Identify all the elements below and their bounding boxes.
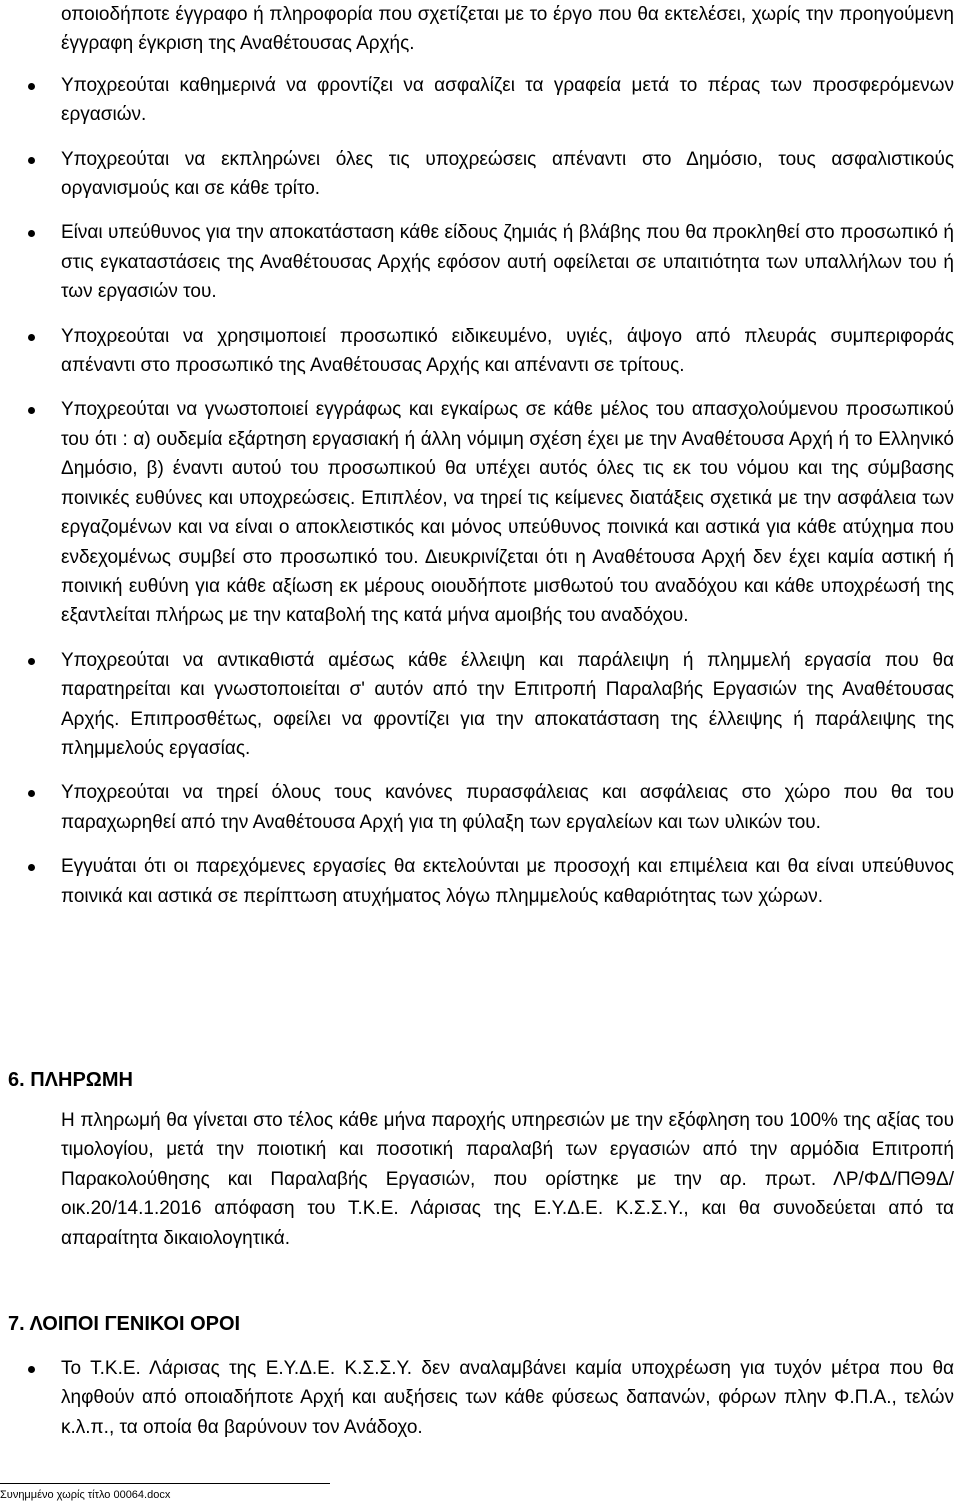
list-item-text: Υποχρεούται να εκπληρώνει όλες τις υποχρεώσεις απέναντι στο Δημόσιο, τους ασφαλιστικούς οργανισμούς και σε κάθε τρίτο.: [61, 148, 954, 200]
list-item-text: Υποχρεούται να αντικαθιστά αμέσως κάθε έλλειψη και παράλειψη ή πλημμελή εργασία που θα παρατηρείται και γνωστοποιείται σ' αυτόν από την Επιτροπή Παραλαβής Εργασιών της Αναθέτουσας Αρχής. Επιπροσθέτως, οφείλει να φροντίζει για την αποκατάσταση της έλλειψης ή παράλειψης της πλημμελούς εργασίας.: [61, 649, 954, 759]
list-item: [61, 145, 954, 204]
general-terms-list: [61, 1354, 954, 1457]
list-item: [61, 646, 954, 764]
list-item: [61, 1354, 954, 1442]
list-item-text: Το Τ.Κ.Ε. Λάρισας της Ε.Υ.Δ.Ε. Κ.Σ.Σ.Υ. δεν αναλαμβάνει καμία υποχρέωση για τυχόν μέτρα που θα ληφθούν από οποιαδήποτε Αρχή και αυξήσεις των κάθε φύσεως δαπανών, φόρων πλην Φ.Π.Α., τελών κ.λ.π., τα οποία θα βαρύνουν τον Ανάδοχο.: [61, 1358, 954, 1438]
bullet-icon: [28, 157, 35, 164]
list-item-text: Υποχρεούται να γνωστοποιεί εγγράφως και εγκαίρως σε κάθε μέλος του απασχολούμενου προσωπικού του ότι : α) ουδεμία εξάρτηση εργασιακή ή άλλη νόμιμη σχέση έχει με την Αναθέτουσα Αρχή ή το Ελληνικό Δημόσιο, β) έναντι αυτού του προσωπικού θα υπέχει αυτός όλες τις εκ του νόμου και της σύμβασης ποινικές ευθύνες και υποχρεώσεις. Επιπλέον, να τηρεί τις κείμενες διατάξεις σχετικά με την ασφάλεια των εργαζομένων και να είναι ο αποκλειστικός και μόνος υπεύθυνος ποινικά και αστικά για κάθε ατύχημα που ενδεχομένως συμβεί στο προσωπικό του. Διευκρινίζεται ότι η Αναθέτουσα Αρχή δεν έχει καμία αστική ή ποινική ευθύνη για κάθε αξίωση εκ μέρους οιουδήποτε μισθωτού του αναδόχου και κάθε υποχρέωσή της εξαντλείται πλήρως με την καταβολή της κατά μήνα αμοιβής του αναδόχου.: [61, 399, 954, 627]
bullet-icon: [28, 864, 35, 871]
list-item: [61, 778, 954, 837]
list-item-text: Υποχρεούται να τηρεί όλους τους κανόνες πυρασφάλειας και ασφάλειας στο χώρο που θα του παραχωρηθεί από την Αναθέτουσα Αρχή για τη φύλαξη των εργαλείων και των υλικών του.: [61, 782, 954, 833]
page-content: [61, 0, 954, 926]
continuation-paragraph: οποιοδήποτε έγγραφο ή πληροφορία που σχετίζεται με το έργο που θα εκτελέσει, χωρίς την προηγούμενη έγγραφη έγκριση της Αναθέτουσας Αρχής.: [61, 4, 954, 55]
obligations-list: [61, 71, 954, 911]
bullet-icon: [28, 230, 35, 237]
bullet-icon: [28, 83, 35, 90]
bullet-icon: [28, 790, 35, 797]
list-item-text: Εγγυάται ότι οι παρεχόμενες εργασίες θα εκτελούνται με προσοχή και επιμέλεια και θα είναι υπεύθυνος ποινικά και αστικά σε περίπτωση ατυχήματος λόγω πλημμελούς καθαριότητας των χώρων.: [61, 856, 954, 907]
footer-divider: [0, 1483, 330, 1484]
list-item-text: Υποχρεούται να χρησιμοποιεί προσωπικό ειδικευμένο, υγιές, άψογο από πλευράς συμπεριφοράς απέναντι στο προσωπικό της Αναθέτουσας Αρχής και απέναντι σε τρίτους.: [61, 325, 954, 377]
list-item: [61, 71, 954, 130]
list-item-text: Υποχρεούται καθημερινά να φροντίζει να ασφαλίζει τα γραφεία μετά το πέρας των προσφερόμενων εργασιών.: [61, 74, 954, 126]
list-item: [61, 322, 954, 381]
bullet-icon: [28, 1366, 35, 1373]
bullet-icon: [28, 334, 35, 341]
list-item: [61, 852, 954, 911]
bullet-icon: [28, 658, 35, 665]
section-heading-general-terms: 7. ΛΟΙΠΟΙ ΓΕΝΙΚΟΙ ΟΡΟΙ: [8, 1313, 241, 1335]
list-item-text: Είναι υπεύθυνος για την αποκατάσταση κάθε είδους ζημιάς ή βλάβης που θα προκληθεί στο προσωπικό ή στις εγκαταστάσεις της Αναθέτουσας Αρχής εφόσον αυτή οφείλεται σε υπαιτιότητα των υπαλλήλων του ή των εργασιών του.: [61, 222, 954, 303]
list-item: [61, 395, 954, 630]
bullet-icon: [28, 407, 35, 414]
payment-paragraph: Η πληρωμή θα γίνεται στο τέλος κάθε μήνα παροχής υπηρεσιών με την εξόφληση του 100% της αξίας του τιμολογίου, μετά την ποιοτική και ποσοτική παραλαβή των εργασιών από την αρμόδια Επιτροπή Παρακολούθησης και Παραλαβής Εργασιών, που ορίστηκε με την αρ. πρωτ. ΛΡ/ΦΔ/ΠΘ9Δ/οικ.20/14.1.2016 απόφαση του Τ.Κ.Ε. Λάρισας της Ε.Υ.Δ.Ε. Κ.Σ.Σ.Υ., και θα συνοδεύεται από τα απαραίτητα δικαιολογητικά.: [61, 1110, 954, 1249]
section-heading-payment: 6. ΠΛΗΡΩΜΗ: [8, 1069, 133, 1091]
list-item: [61, 218, 954, 306]
footer-filename: Συνημμένο χωρίς τίτλο 00064.docx: [0, 1489, 171, 1501]
